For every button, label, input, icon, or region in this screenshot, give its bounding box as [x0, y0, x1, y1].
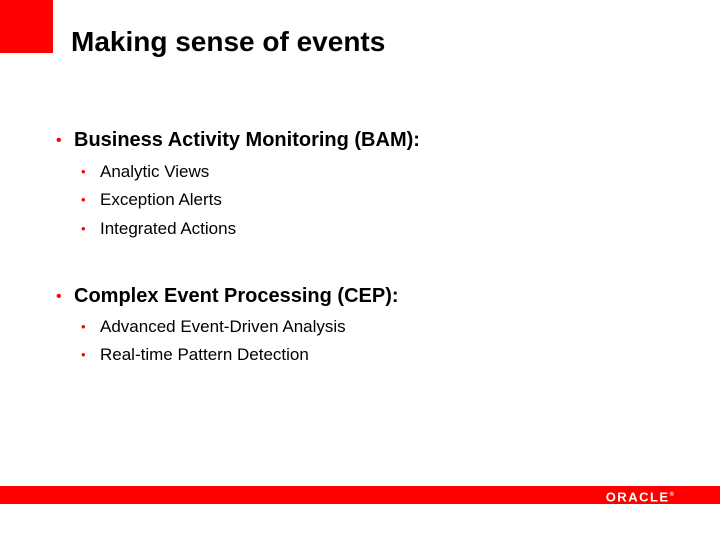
bullet-icon: •	[81, 221, 86, 236]
oracle-logo	[606, 487, 674, 505]
slide-title: Making sense of events	[71, 26, 386, 57]
bullet-icon: •	[81, 347, 86, 362]
bullet-icon: •	[81, 164, 86, 179]
list-item-label: Exception Alerts	[100, 190, 222, 209]
logo-text: ORACLE	[605, 489, 670, 505]
corner-accent-square	[0, 0, 53, 53]
list-item-label: Advanced Event-Driven Analysis	[100, 317, 346, 336]
bullet-icon: •	[81, 319, 86, 334]
bullet-icon: •	[56, 288, 62, 305]
registered-mark: ®	[669, 492, 674, 498]
section-heading-label: Business Activity Monitoring (BAM):	[74, 129, 420, 151]
list-item-label: Analytic Views	[100, 162, 210, 181]
footer-bar	[0, 486, 720, 504]
bullet-icon: •	[56, 132, 62, 149]
list-item-label: Integrated Actions	[100, 219, 237, 238]
section-heading-label: Complex Event Processing (CEP):	[74, 285, 399, 307]
bullet-icon: •	[81, 192, 86, 207]
list-item-label: Real-time Pattern Detection	[100, 345, 309, 364]
